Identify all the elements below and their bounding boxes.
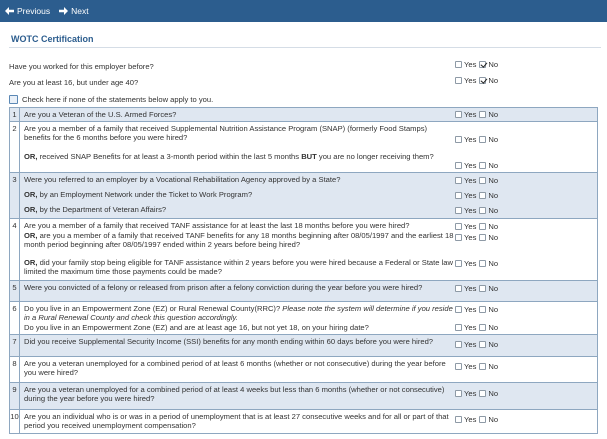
question-text: Were you referred to an employer by a Vocational Rehabilitation Agency approved by a State?	[24, 175, 341, 184]
question-text-or	[24, 205, 454, 214]
answer-group	[455, 135, 501, 144]
answer-age-range	[455, 76, 501, 85]
question-text: Are you an individual who is or was in a period of unemployment that is at least 27 consecutive weeks and for all or part of that period you received unemployment compensation?	[24, 412, 449, 431]
no-label: No	[488, 135, 499, 144]
no-label: No	[488, 191, 499, 200]
yes-checkbox[interactable]	[455, 416, 462, 423]
answer-group	[455, 161, 501, 170]
row-number: 1	[10, 108, 20, 121]
answer-group	[455, 284, 501, 293]
none-apply-checkbox[interactable]	[9, 95, 18, 104]
yes-label: Yes	[464, 259, 477, 268]
no-label: No	[488, 323, 499, 332]
answer-group	[455, 110, 501, 119]
table-row	[10, 334, 597, 356]
answer-group	[455, 222, 501, 231]
or-text: by an Employment Network under the Ticket to Work Program?	[37, 190, 253, 199]
question-text: Were you convicted of a felony or released from prison after a felony conviction during the year before you were hired?	[24, 282, 423, 292]
question-text: Are you a member of a family that received Supplemental Nutrition Assistance Program (SNAP) (formerly Food Stamps) benefits for the 6 months before you were hired?	[24, 124, 428, 143]
table-row	[10, 382, 597, 409]
question-text-or	[24, 231, 454, 250]
table-row	[10, 409, 597, 433]
answer-group	[455, 233, 501, 242]
answer-group	[455, 362, 501, 371]
or-text-tail: you are no longer receiving them?	[316, 152, 434, 161]
no-label: No	[488, 222, 499, 231]
no-checkbox[interactable]	[479, 136, 486, 143]
question-text-or	[24, 152, 454, 161]
question-text: Are you a Veteran of the U.S. Armed Forces?	[24, 109, 177, 119]
previous-button[interactable]	[5, 6, 50, 17]
but-keyword: BUT	[301, 152, 317, 161]
question-worked-before: Have you worked for this employer before?	[9, 62, 154, 71]
no-label: No	[488, 362, 499, 371]
no-checkbox[interactable]	[479, 390, 486, 397]
yes-label: Yes	[464, 191, 477, 200]
answer-group	[455, 191, 501, 200]
answer-worked-before	[455, 60, 501, 69]
or-text: did your family stop being eligible for TANF assistance within 2 years before you were hired because a Federal or State law limited the maximum time those payments could be made?	[24, 258, 453, 277]
previous-label: Previous	[17, 5, 51, 16]
row-number: 2	[10, 122, 20, 172]
or-text: are you a member of a family that received TANF benefits for any 18 months beginning after 08/05/1997 and the earliest 18 month period beginning after 08/05/1997 ended within 2 years before being hired?	[24, 231, 454, 250]
yes-checkbox[interactable]	[455, 77, 462, 84]
no-checkbox[interactable]	[479, 177, 486, 184]
table-row	[10, 108, 597, 121]
page-title: WOTC Certification	[11, 34, 94, 44]
yes-checkbox[interactable]	[455, 341, 462, 348]
yes-label: Yes	[464, 110, 477, 119]
no-checkbox[interactable]	[479, 306, 486, 313]
answer-group	[455, 259, 501, 268]
yes-label: Yes	[464, 135, 477, 144]
yes-label: Yes	[464, 284, 477, 293]
yes-checkbox[interactable]	[455, 260, 462, 267]
yes-label: Yes	[464, 323, 477, 332]
yes-label: Yes	[464, 176, 477, 185]
no-label: No	[488, 206, 499, 215]
yes-checkbox[interactable]	[455, 177, 462, 184]
question-text	[24, 304, 454, 323]
or-prefix: OR,	[24, 231, 38, 240]
yes-checkbox[interactable]	[455, 285, 462, 292]
yes-label: Yes	[464, 161, 477, 170]
no-label: No	[488, 176, 499, 185]
row-number: 8	[10, 357, 20, 382]
no-label: No	[488, 415, 499, 424]
or-prefix: OR,	[24, 190, 38, 199]
no-checkbox[interactable]	[479, 285, 486, 292]
no-checkbox[interactable]	[479, 234, 486, 241]
no-checkbox[interactable]	[479, 324, 486, 331]
no-checkbox[interactable]	[479, 61, 486, 68]
row-number: 6	[10, 302, 20, 334]
yes-checkbox[interactable]	[455, 363, 462, 370]
yes-checkbox[interactable]	[455, 192, 462, 199]
top-nav-bar	[0, 0, 607, 22]
or-prefix: OR,	[24, 205, 38, 214]
no-label: No	[488, 389, 499, 398]
answer-group	[455, 305, 501, 314]
row-number: 3	[10, 173, 20, 218]
answer-group	[455, 340, 501, 349]
ez-question: Do you live in an Empowerment Zone (EZ) or Rural Renewal County(RRC)?	[24, 303, 283, 313]
or-prefix: OR,	[24, 258, 38, 267]
question-age-range: Are you at least 16, but under age 40?	[9, 78, 139, 87]
yes-label: Yes	[464, 340, 477, 349]
table-row	[10, 218, 597, 280]
no-checkbox[interactable]	[479, 207, 486, 214]
questions-table	[9, 107, 598, 434]
no-checkbox[interactable]	[479, 223, 486, 230]
no-checkbox[interactable]	[479, 192, 486, 199]
table-row	[10, 356, 597, 382]
yes-checkbox[interactable]	[455, 390, 462, 397]
yes-label: Yes	[464, 222, 477, 231]
yes-label: Yes	[464, 76, 477, 85]
row-number: 5	[10, 281, 20, 301]
row-number: 7	[10, 335, 20, 356]
no-checkbox[interactable]	[479, 260, 486, 267]
no-label: No	[488, 305, 499, 314]
answer-group	[455, 323, 501, 332]
answer-group	[455, 176, 501, 185]
no-label: No	[488, 340, 499, 349]
yes-label: Yes	[464, 305, 477, 314]
no-label: No	[488, 284, 499, 293]
no-checkbox[interactable]	[479, 341, 486, 348]
yes-checkbox[interactable]	[455, 61, 462, 68]
yes-label: Yes	[464, 60, 477, 69]
no-checkbox[interactable]	[479, 416, 486, 423]
no-checkbox[interactable]	[479, 77, 486, 84]
no-label: No	[488, 60, 499, 69]
question-text-or	[24, 258, 454, 277]
or-text: by the Department of Veteran Affairs?	[37, 205, 167, 214]
question-text: Are you a veteran unemployed for a combined period of at least 4 weeks but less than 6 months (whether or not consecutive) during the year before you were hired?	[24, 385, 445, 404]
section-header	[0, 30, 607, 49]
header-divider	[9, 47, 601, 48]
answer-group	[455, 206, 501, 215]
none-apply-label: Check here if none of the statements below apply to you.	[22, 95, 214, 104]
yes-checkbox[interactable]	[455, 207, 462, 214]
no-label: No	[488, 233, 499, 242]
next-label: Next	[71, 5, 89, 16]
question-text: Are you a veteran unemployed for a combined period of at least 6 months (whether or not consecutive) during the year before you were hired?	[24, 359, 446, 378]
yes-checkbox[interactable]	[455, 111, 462, 118]
table-row	[10, 121, 597, 172]
answer-group	[455, 415, 501, 424]
yes-checkbox[interactable]	[455, 223, 462, 230]
yes-checkbox[interactable]	[455, 324, 462, 331]
rrc-note: Please note the system will determine if you reside in a Rural Renewal County and check this question accordingly.	[24, 303, 453, 322]
yes-label: Yes	[464, 415, 477, 424]
next-button[interactable]	[59, 6, 88, 17]
question-text: Do you live in an Empowerment Zone (EZ) and are at least age 16, but not yet 18, on your hiring date?	[24, 323, 369, 332]
yes-checkbox[interactable]	[455, 306, 462, 313]
row-number: 9	[10, 383, 20, 409]
answer-group	[455, 389, 501, 398]
yes-label: Yes	[464, 362, 477, 371]
table-row	[10, 280, 597, 301]
yes-checkbox[interactable]	[455, 162, 462, 169]
no-checkbox[interactable]	[479, 363, 486, 370]
no-checkbox[interactable]	[479, 111, 486, 118]
yes-checkbox[interactable]	[455, 136, 462, 143]
row-number: 4	[10, 219, 20, 280]
yes-checkbox[interactable]	[455, 234, 462, 241]
no-checkbox[interactable]	[479, 162, 486, 169]
no-label: No	[488, 110, 499, 119]
no-label: No	[488, 76, 499, 85]
or-text: received SNAP Benefits for at least a 3-month period within the last 5 months	[37, 152, 302, 161]
none-apply-row	[9, 95, 213, 104]
question-text-or	[24, 190, 454, 199]
question-text: Did you receive Supplemental Security Income (SSI) benefits for any month ending within 60 days before you were hired?	[24, 337, 434, 346]
or-prefix: OR,	[24, 152, 38, 161]
table-row	[10, 172, 597, 218]
arrow-left-icon	[5, 7, 14, 15]
no-label: No	[488, 161, 499, 170]
yes-label: Yes	[464, 206, 477, 215]
no-label: No	[488, 259, 499, 268]
yes-label: Yes	[464, 389, 477, 398]
question-text: Are you a member of a family that received TANF assistance for at least the last 18 months before you were hired?	[24, 221, 410, 230]
arrow-right-icon	[59, 7, 68, 15]
yes-label: Yes	[464, 233, 477, 242]
table-row	[10, 301, 597, 334]
row-number: 10	[10, 410, 20, 433]
